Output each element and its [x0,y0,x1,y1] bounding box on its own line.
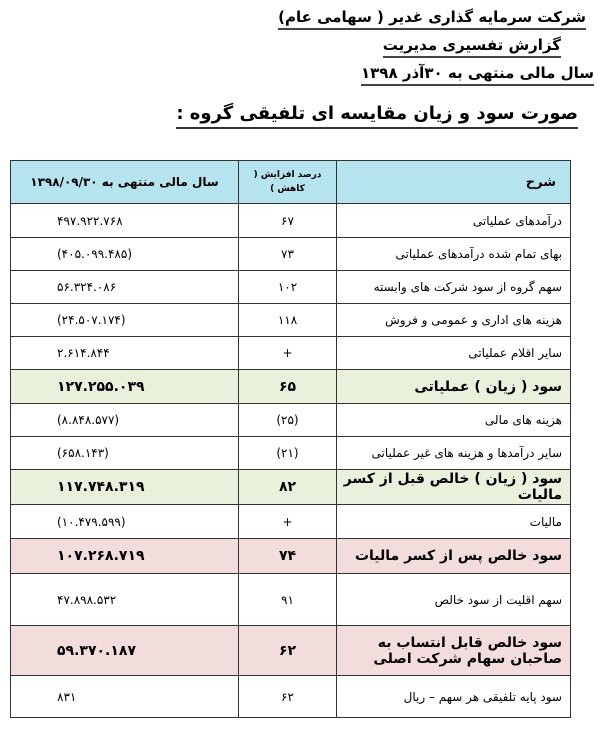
row-description: سایر درآمدها و هزینه های غیر عملیاتی [337,437,571,470]
row-amount: (۸.۸۴۸.۵۷۷) [11,404,239,437]
row-amount: ۲.۶۱۴.۸۴۴ [11,337,239,370]
row-amount: ۱۰۷.۲۶۸.۷۱۹ [11,539,239,574]
income-statement-table [10,160,571,718]
row-amount: (۶۵۸.۱۴۳) [11,437,239,470]
table-row [11,505,571,539]
row-description: درآمدهای عملیاتی [337,204,571,238]
row-description: مالیات [337,505,571,539]
table-row [11,370,571,404]
table-row [11,337,571,370]
row-description: سود خالص پس از کسر مالیات [337,539,571,574]
row-percent: ۶۲ [239,676,337,718]
row-amount: ۵۶.۳۲۴.۰۸۶ [11,271,239,304]
row-description: سود پایه تلفیقی هر سهم – ریال [337,676,571,718]
row-percent: + [239,337,337,370]
table-row [11,676,571,718]
row-description: بهای تمام شده درآمدهای عملیاتی [337,238,571,271]
period-title: سال مالی منتهی به ۳۰آذر ۱۳۹۸ [361,64,594,86]
table-row [11,539,571,574]
row-amount: ۴۷.۸۹۸.۵۳۲ [11,574,239,626]
header-percent-line2: کاهش ) [270,184,305,194]
row-amount: (۱۰.۴۷۹.۵۹۹) [11,505,239,539]
row-amount: (۲۴.۵۰۷.۱۷۴) [11,304,239,337]
row-description: هزینه های اداری و عمومی و فروش [337,304,571,337]
row-amount: ۱۱۷.۷۴۸.۳۱۹ [11,470,239,505]
row-description: سهم گروه از سود شرکت های وابسته [337,271,571,304]
table-row [11,271,571,304]
row-percent: ۶۲ [239,626,337,676]
header-percent-line1: درصد افزایش ( [253,170,322,180]
row-percent: (۲۵) [239,404,337,437]
header-percent [239,161,337,204]
table-row [11,626,571,676]
table-row [11,304,571,337]
table-row [11,470,571,505]
row-percent: ۶۷ [239,204,337,238]
header-amount: سال مالی منتهی به ۱۳۹۸/۰۹/۳۰ [11,161,239,204]
row-percent: ۱۰۲ [239,271,337,304]
table-row [11,238,571,271]
table-row [11,204,571,238]
row-amount: (۴۰۵.۰۹۹.۴۸۵) [11,238,239,271]
table-header-row [11,161,571,204]
row-description: سود خالص قابل انتساب به صاحبان سهام شرکت اصلی [337,626,571,676]
row-amount: ۵۹.۳۷۰.۱۸۷ [11,626,239,676]
row-description: هزینه های مالی [337,404,571,437]
table-row [11,437,571,470]
row-description: سود ( زیان ) خالص قبل از کسر مالیات [337,470,571,505]
row-description: سایر اقلام عملیاتی [337,337,571,370]
row-percent: ۷۴ [239,539,337,574]
row-amount: ۴۹۷.۹۲۲.۷۶۸ [11,204,239,238]
row-description: سود ( زیان ) عملیاتی [337,370,571,404]
company-title: شرکت سرمایه گذاری غدیر ( سهامی عام) [278,8,586,30]
row-percent: ۱۱۸ [239,304,337,337]
row-percent: ۸۲ [239,470,337,505]
section-title: صورت سود و زیان مقایسه ای تلفیقی گروه : [176,103,578,129]
table-row [11,574,571,626]
row-percent: ۶۵ [239,370,337,404]
row-amount: ۸۳۱ [11,676,239,718]
row-description: سهم اقلیت از سود خالص [337,574,571,626]
header-description: شرح [337,161,571,204]
table-row [11,404,571,437]
row-percent: ۷۳ [239,238,337,271]
row-percent: + [239,505,337,539]
row-percent: ۹۱ [239,574,337,626]
row-percent: (۲۱) [239,437,337,470]
report-title: گزارش تفسیری مدیریت [383,36,561,58]
row-amount: ۱۲۷.۲۵۵.۰۳۹ [11,370,239,404]
